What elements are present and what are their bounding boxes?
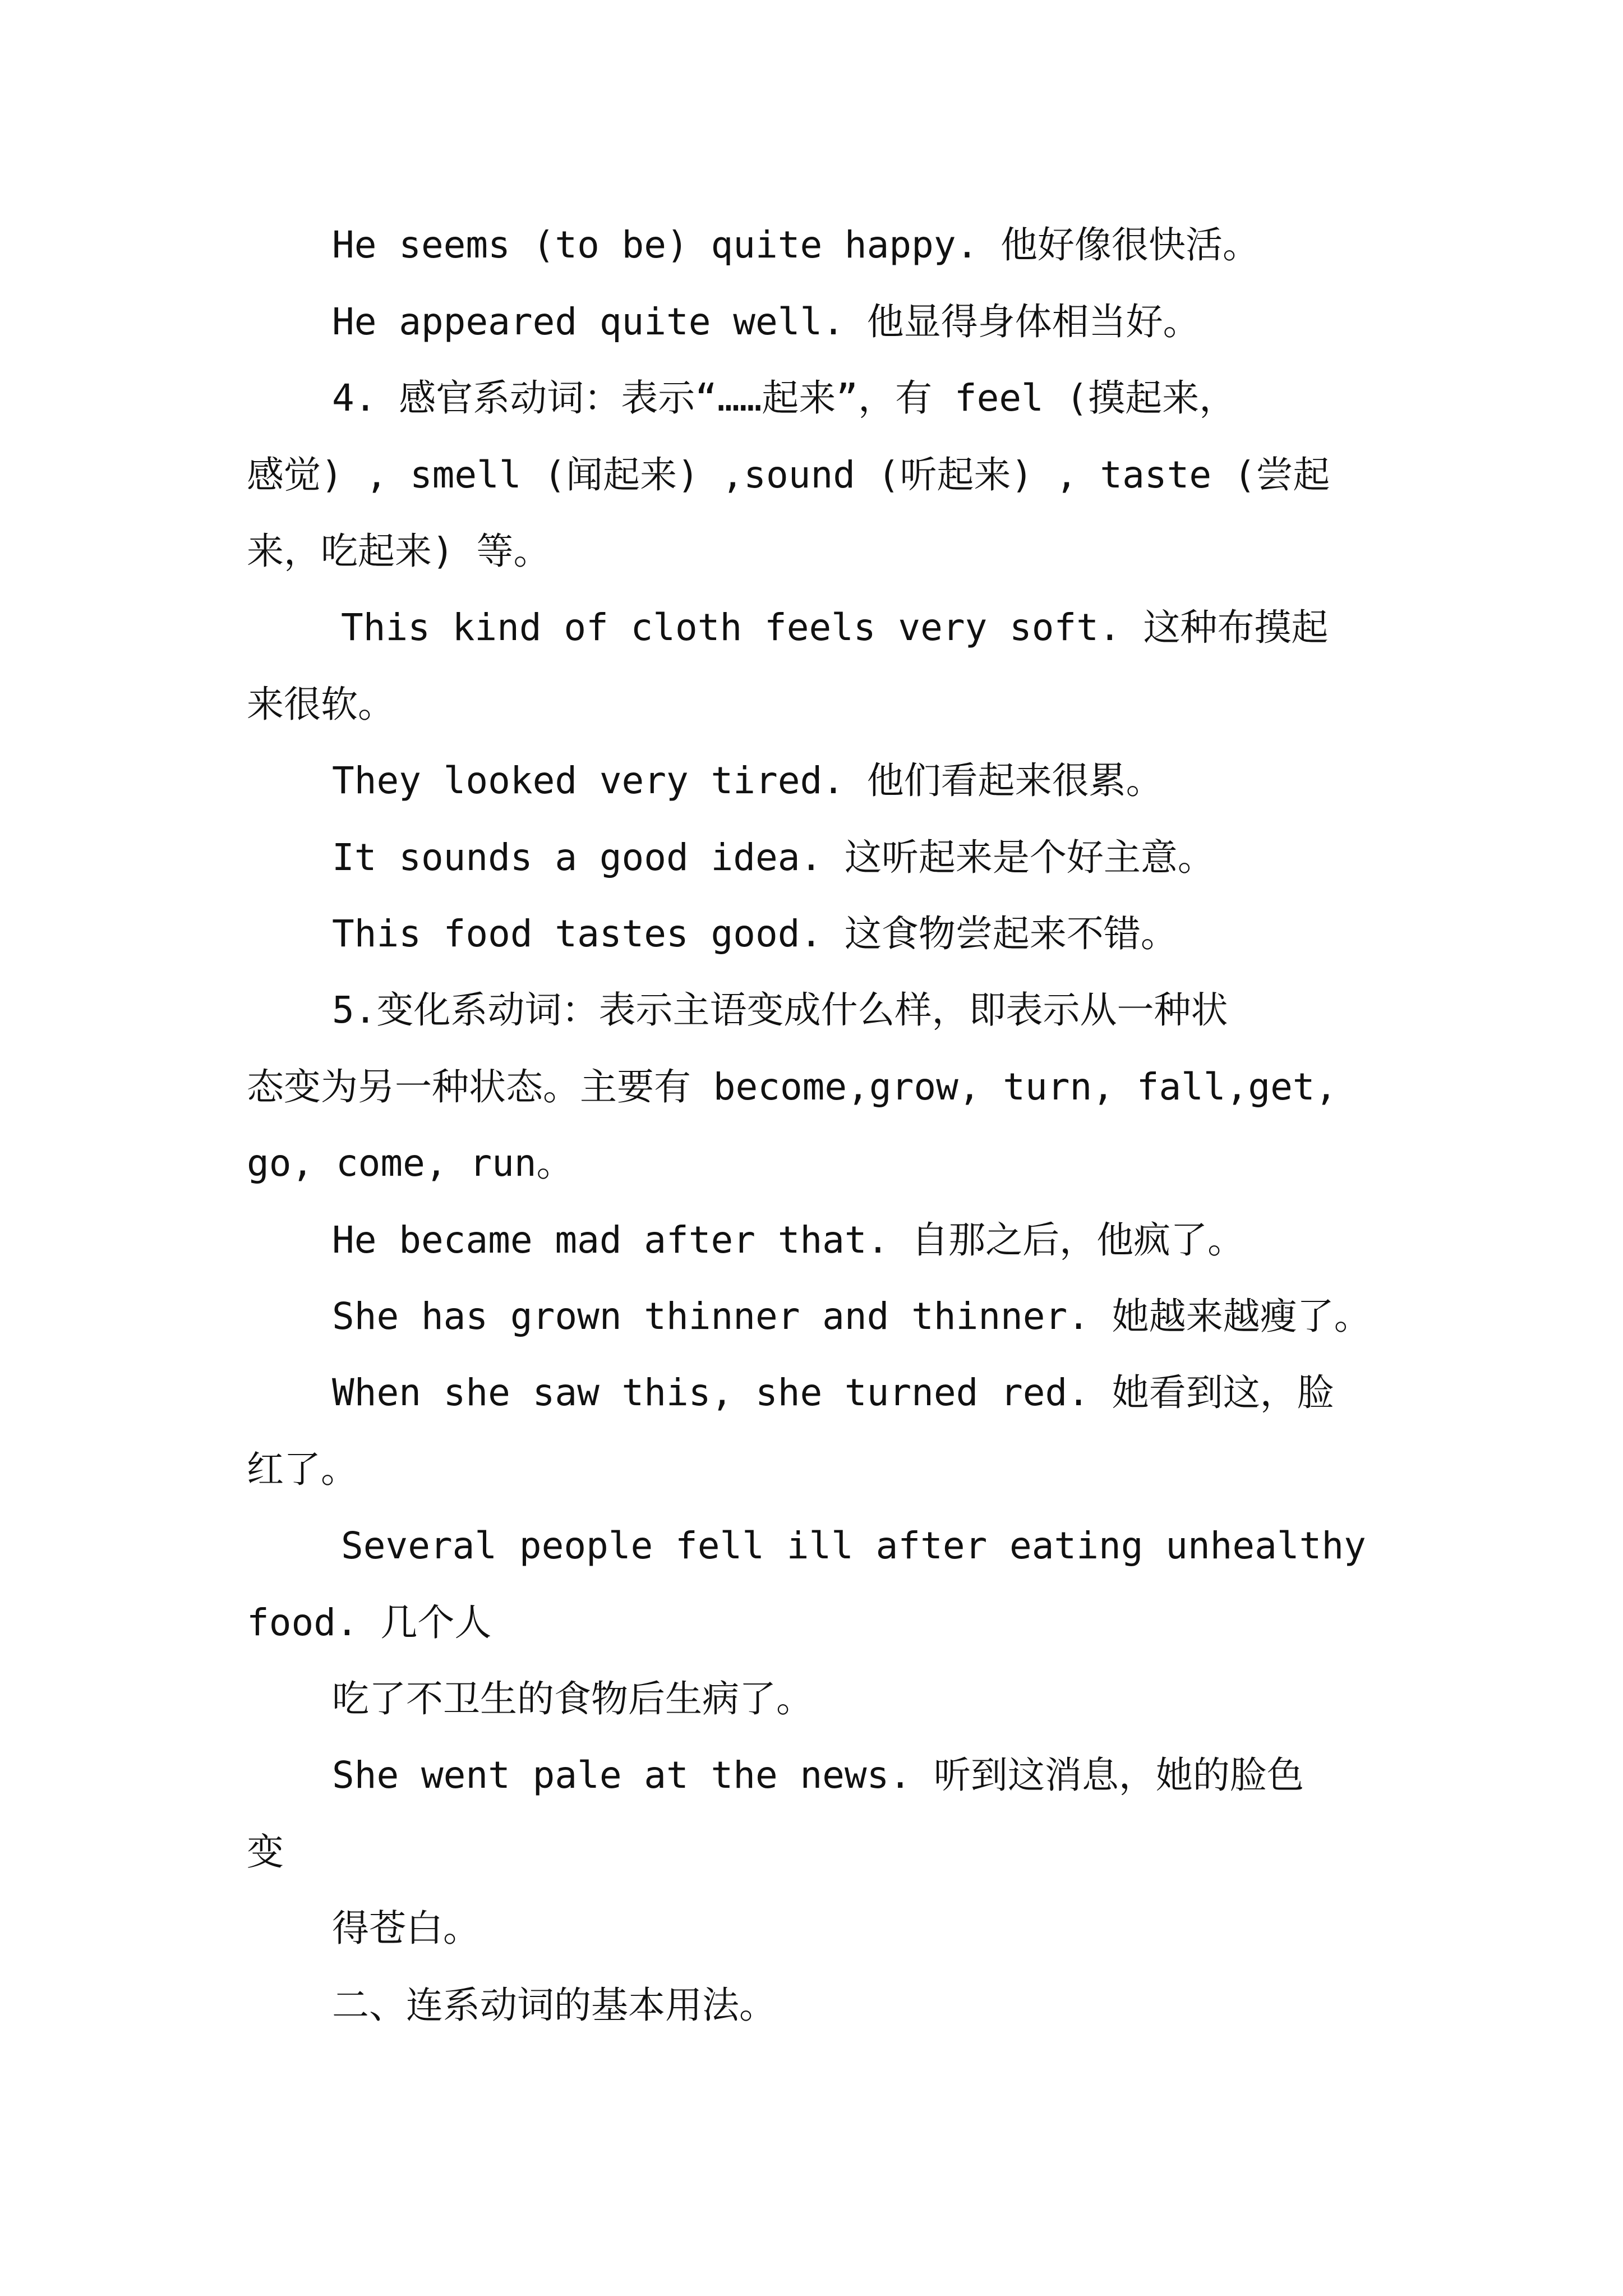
text-line: 得苍白。 [332,1907,480,1950]
text-line: This food tastes good. 这食物尝起来不错。 [332,912,1178,955]
text-line: 5.变化系动词：表示主语变成什么样，即表示从一种状 [332,988,1228,1032]
text-line: This kind of cloth feels very soft. 这种布摸起 [341,606,1329,649]
text-line: 吃了不卫生的食物后生病了。 [332,1677,813,1720]
text-line: Several people fell ill after eating unhealthy [341,1524,1366,1567]
text-line: She went pale at the news. 听到这消息，她的脸色 [332,1754,1304,1797]
text-line: 来，吃起来) 等。 [247,530,551,573]
text-line: He appeared quite well. 他显得身体相当好。 [332,300,1200,343]
text-line: They looked very tired. 他们看起来很累。 [332,759,1163,802]
text-line: 来很软。 [247,683,395,726]
text-line: 红了。 [247,1448,358,1491]
text-line: It sounds a good idea. 这听起来是个好主意。 [332,836,1215,879]
text-line: food. 几个人 [247,1601,492,1644]
text-line: When she saw this, she turned red. 她看到这，脸 [332,1371,1334,1414]
text-line: 态变为另一种状态。主要有 become,grow, turn, fall,get, [247,1065,1338,1108]
text-line: He became mad after that. 自那之后，他疯了。 [332,1218,1245,1262]
text-line: 二、连系动词的基本用法。 [332,1984,776,2027]
text-line: 4. 感官系动词：表示“……起来”，有 feel (摸起来， [332,376,1237,420]
text-line: She has grown thinner and thinner. 她越来越瘦了。 [332,1295,1371,1338]
text-line: 变 [247,1830,284,1874]
text-line: go, come, run。 [247,1142,574,1185]
text-line: 感觉) , smell (闻起来) ,sound (听起来) , taste (尝起 [247,453,1330,496]
text-line: He seems (to be) quite happy. 他好像很快活。 [332,223,1260,266]
